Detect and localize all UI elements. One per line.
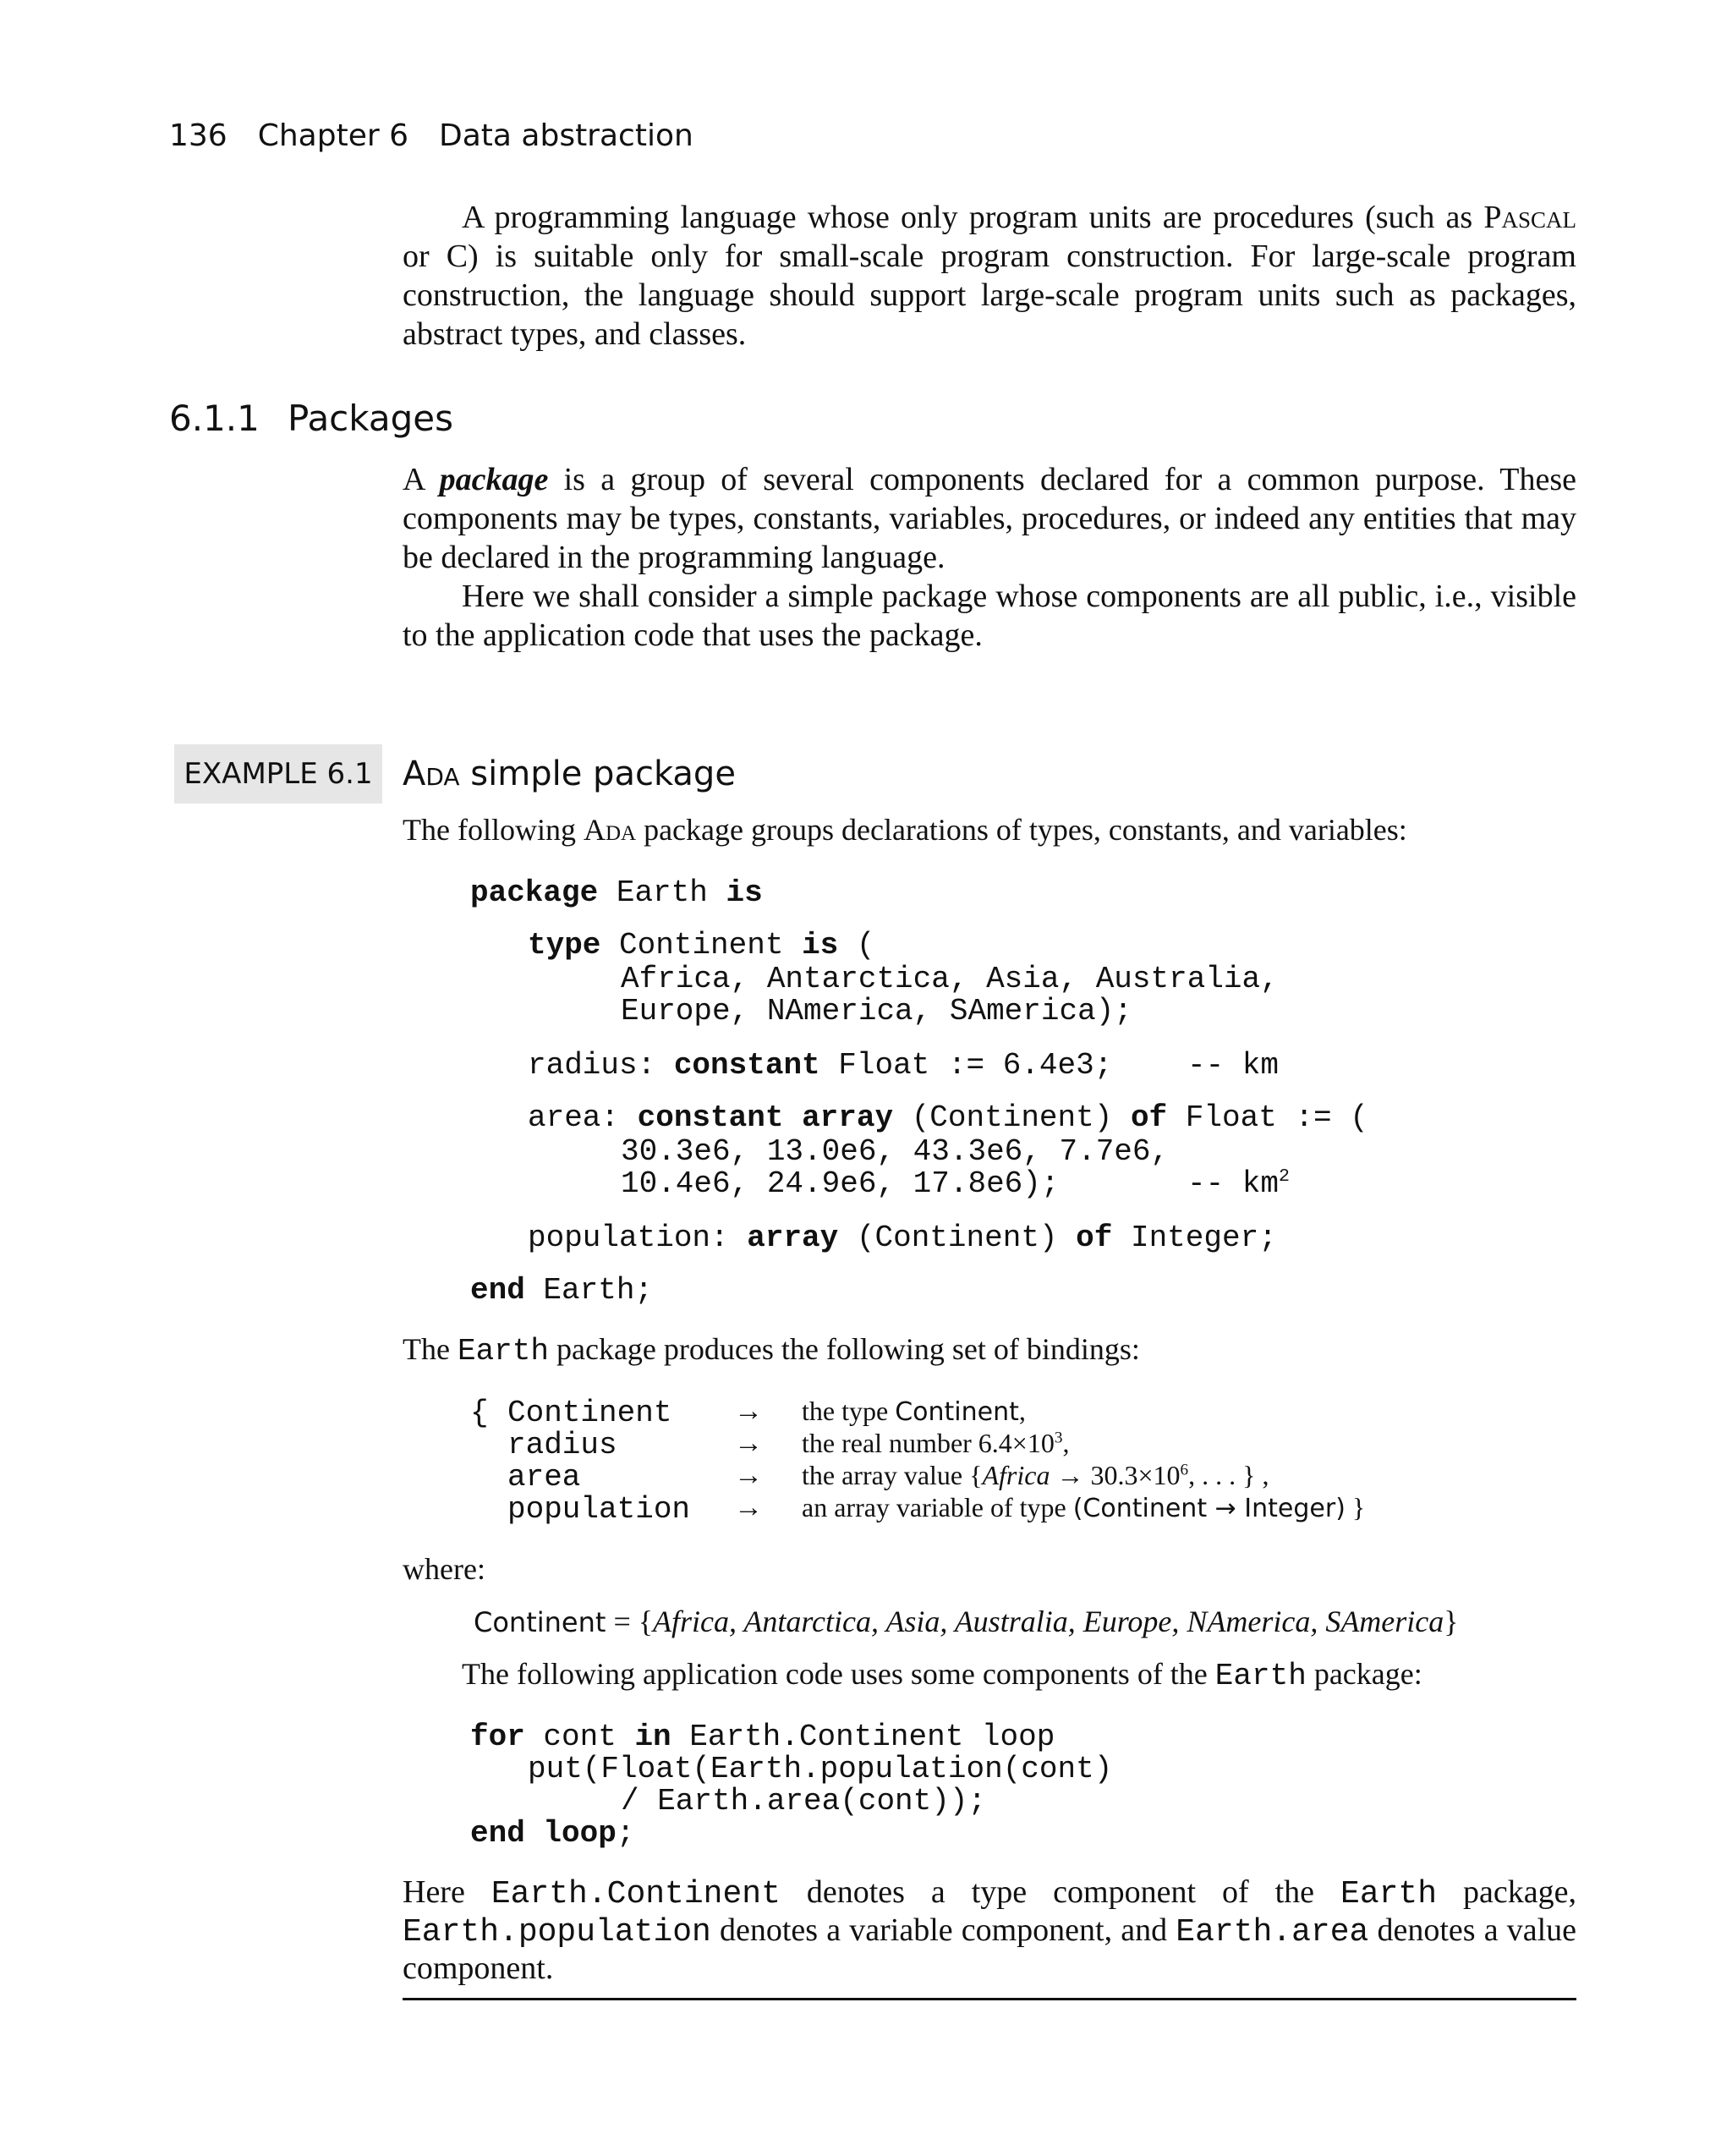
def-text-a: A [403, 462, 440, 497]
example-end-rule [403, 1998, 1576, 2000]
lead-a: The following [403, 813, 584, 847]
code2-line-for: for cont in Earth.Continent loop [470, 1720, 1055, 1754]
code-line-package: package Earth is [470, 875, 763, 910]
def-text-b: is a group of several components declared for a common purpose. These components may be types, constants, variables, procedures, or indeed any entities that may be declared in the programming language. [403, 462, 1576, 575]
code-line-radius: radius: constant Float := 6.4e3; [528, 1048, 1113, 1083]
code-line-continents-2: Europe, NAmerica, SAmerica); [621, 994, 1132, 1029]
continent-definition: Continent = {Africa, Antarctica, Asia, Australia, Europe, NAmerica, SAmerica} [474, 1605, 1459, 1638]
code-line-population: population: array (Continent) of Integer; [528, 1221, 1277, 1255]
intro-text-a: A programming language whose only program units are procedures (such as [462, 200, 1484, 235]
closing-paragraph: Here Earth.Continent denotes a type component of the Earth package, Earth.population denotes a variable component, and Earth.area denotes a value component. [403, 1874, 1577, 1986]
arrow-icon: → [734, 1428, 763, 1459]
code-comment-km: -- km [1187, 1048, 1280, 1083]
public-text: Here we shall consider a simple package whose components are all public, i.e., visible to the application code that uses the package. [403, 579, 1576, 653]
public-components-paragraph [403, 577, 1576, 655]
example-lead [403, 812, 1407, 848]
package-definition-paragraph [403, 460, 1576, 577]
example-title [403, 754, 736, 793]
arrow-icon: → [734, 1492, 763, 1523]
section-title: Packages [288, 398, 453, 439]
where-label: where: [403, 1552, 485, 1586]
binding-name: population [507, 1492, 691, 1527]
example-title-rest: simple package [459, 754, 736, 793]
intro-text-b: or C) is suitable only for small-scale program construction. For large-scale program construction, the language should support large-scale program units such as packages, abstract types, and classes. [403, 239, 1576, 352]
code-line-area: area: constant array (Continent) of Float := ( [528, 1100, 1368, 1135]
code-line-type: type Continent is ( [528, 928, 875, 963]
chapter-label: Chapter 6 [257, 118, 408, 153]
brace-open: { [470, 1396, 489, 1430]
binding-name: Continent [507, 1396, 672, 1430]
arrow-icon: → [734, 1396, 763, 1427]
code-line-area-values-2: 10.4e6, 24.9e6, 17.8e6); [621, 1166, 1060, 1201]
section-number: 6.1.1 [169, 398, 260, 439]
code-earth: Earth [457, 1334, 549, 1369]
code-line-continents-1: Africa, Antarctica, Asia, Australia, [621, 962, 1279, 996]
arrow-icon: → [734, 1460, 763, 1491]
example-title-ada: Ada [403, 754, 460, 793]
running-head [169, 118, 724, 153]
chapter-title: Data abstraction [439, 118, 693, 153]
section-heading [169, 398, 453, 439]
code-line-area-values-1: 30.3e6, 13.0e6, 43.3e6, 7.7e6, [621, 1134, 1170, 1169]
code2-line-put: put(Float(Earth.population(cont) [528, 1752, 1113, 1786]
code2-line-divide: / Earth.area(cont)); [621, 1784, 987, 1819]
intro-paragraph [403, 198, 1576, 354]
page-number: 136 [169, 118, 227, 153]
code-comment-km2: -- $km^2$ [1187, 1166, 1290, 1201]
code-line-end: end Earth; [470, 1273, 654, 1308]
code-earth: Earth [1214, 1659, 1307, 1693]
code2-line-end: end loop; [470, 1816, 635, 1851]
bindings-intro: The Earth package produces the following set of bindings: [403, 1332, 1140, 1369]
example-label: EXAMPLE 6.1 [174, 744, 382, 804]
binding-name: area [507, 1460, 581, 1495]
lead-ada: Ada [583, 813, 637, 847]
lead-b: package groups declarations of types, constants, and variables: [636, 813, 1407, 847]
app-code-intro: The following application code uses some components of the Earth package: [462, 1657, 1422, 1693]
term-package: package [439, 462, 549, 497]
pascal-smallcaps: Pascal [1483, 200, 1576, 235]
binding-name: radius [507, 1428, 617, 1462]
